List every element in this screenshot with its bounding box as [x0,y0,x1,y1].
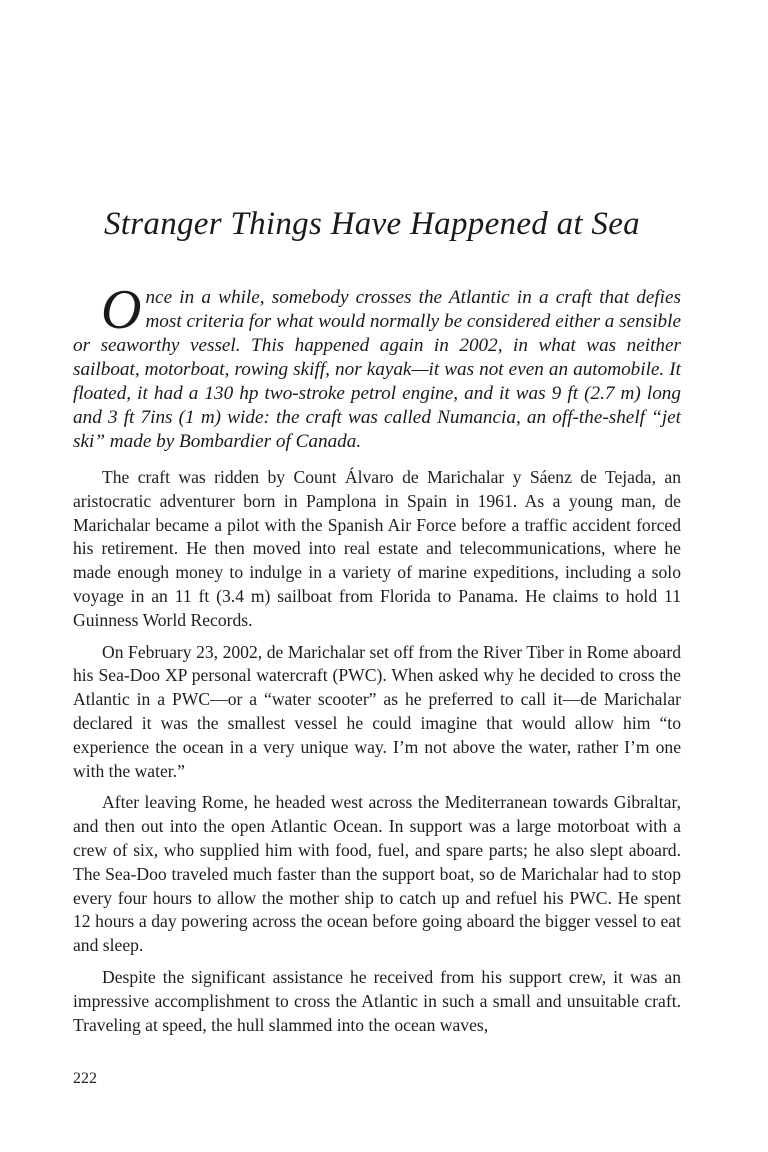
intro-text: nce in a while, somebody crosses the Atlantic in a craft that defies most criteria for what would normally be considered either a sensible or seaworthy vessel. This happened again in 2002, in what was neither sailboat, motorboat, rowing skiff, nor kayak—it was not even an automobile. It floated, it had a 130 hp two-stroke petrol engine, and it was 9 ft (2.7 m) long and 3 ft 7ins (1 m) wide: the craft was called Numancia, an off-the-shelf “jet ski” made by Bombardier of Canada. [73,287,681,452]
paragraph-3: After leaving Rome, he headed west across the Mediterranean towards Gibraltar, and then out into the open Atlantic Ocean. In support was a large motorboat with a crew of six, who supplied him with food, fuel, and spare parts; he also slept aboard. The Sea-Doo traveled much faster than the support boat, so de Marichalar had to stop every four hours to allow the mother ship to catch up and refuel his PWC. He spent 12 hours a day powering across the ocean before going aboard the bigger vessel to eat and sleep. [73,792,681,956]
chapter-title: Stranger Things Have Happened at Sea [104,206,640,242]
body-text [73,466,681,1045]
page-number: 222 [73,1070,97,1087]
intro-paragraph [73,279,681,454]
paragraph-1: The craft was ridden by Count Álvaro de Marichalar y Sáenz de Tejada, an aristocratic adventurer born in Pamplona in Spain in 1961. As a young man, de Marichalar became a pilot with the Spanish Air Force before a traffic accident forced his retirement. He then moved into real estate and telecommunications, where he made enough money to indulge in a variety of marine expeditions, including a solo voyage in an 11 ft (3.4 m) sailboat from Florida to Panama. He claims to hold 11 Guinness World Records. [73,467,681,630]
paragraph-4: Despite the significant assistance he received from his support crew, it was an impressive accomplishment to cross the Atlantic in such a small and unsuitable craft. Traveling at speed, the hull slammed into the ocean waves, [73,966,681,1035]
paragraph-2: On February 23, 2002, de Marichalar set off from the River Tiber in Rome aboard his Sea-Doo XP personal watercraft (PWC). When asked why he decided to cross the Atlantic in a PWC—or a “water scooter” as he preferred to call it—de Marichalar declared it was the smallest vessel he could imagine that would allow him “to experience the ocean in a very unique way. I’m not above the water, rather I’m one with the water.” [73,641,681,781]
drop-cap: O [101,279,142,341]
